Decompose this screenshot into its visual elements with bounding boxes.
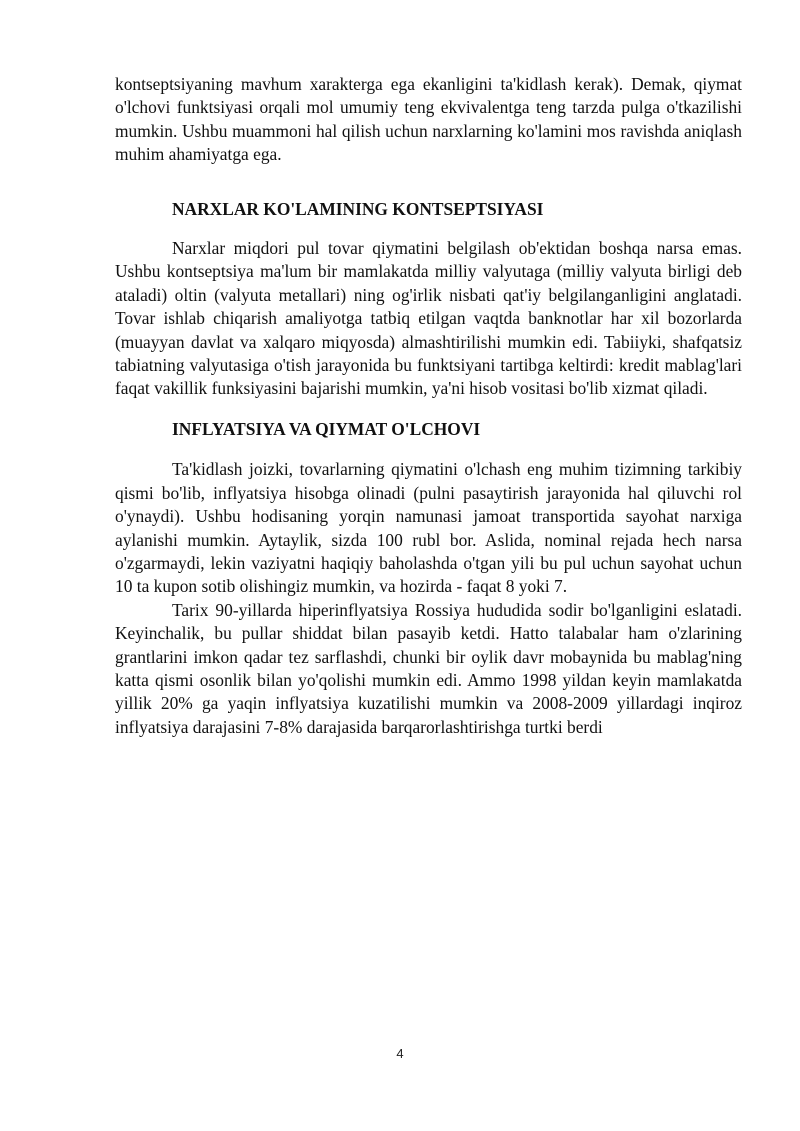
page-number: 4 — [396, 1046, 404, 1061]
section-heading-inflation: INFLYATSIYA VA QIYMAT O'LCHOVI — [172, 418, 481, 439]
body-paragraph: Tarix 90-yillarda hiperinflyatsiya Rossiya hududida sodir bo'lganligini eslatadi. Keyinchalik, bu pullar shiddat bilan pasayib ketdi. Hatto talabalar ham o'zlarining grantlarini imkon qadar tez sarflashdi, chunki bir oylik davr mobaynida bu mablag'ning katta qismi osonlik bilan yo'qolishi mumkin edi. Ammo 1998 yildan keyin mamlakatda yillik 20% ga yaqin inflyatsiya kuzatilishi mumkin va 2008-2009 yillardagi inqiroz inflyatsiya darajasini 7-8% darajasida barqarorlashtirishga turtki berdi — [115, 599, 742, 737]
section-heading-price-scale: NARXLAR KO'LAMINING KONTSEPTSIYASI — [172, 198, 544, 219]
body-paragraph: Ta'kidlash joizki, tovarlarning qiymatini o'lchash eng muhim tizimning tarkibiy qismi bo'lib, inflyatsiya hisobga olinadi (pulni pasaytirish jarayonida hal qiluvchi rol o'ynaydi). Ushbu hodisaning yorqin namunasi jamoat transportida sayohat narxiga aylanishi mumkin. Aytaylik, sizda 100 rubl bor. Aslida, nominal rejada hech narsa o'zgarmaydi, lekin vaziyatni haqiqiy baholashda o'tgan yili bu pul uchun sayohat uchun 10 ta kupon sotib olishingiz mumkin, va hozirda - faqat 8 yoki 7. — [115, 459, 742, 597]
page-content — [115, 73, 742, 739]
intro-paragraph: kontseptsiyaning mavhum xarakterga ega ekanligini ta'kidlash kerak). Demak, qiymat o'lchovi funktsiyasi orqali mol umumiy teng ekvivalentga teng tarzda pulga o'tkazilishi mumkin. Ushbu muammoni hal qilish uchun narxlarning ko'lamini mos ravishda aniqlash muhim ahamiyatga ega. — [115, 74, 742, 165]
body-paragraph: Narxlar miqdori pul tovar qiymatini belgilash ob'ektidan boshqa narsa emas. Ushbu kontseptsiya ma'lum bir mamlakatda milliy valyutaga (milliy valyuta birligi deb ataladi) oltin (valyuta metallari) ning og'irlik nisbati qat'iy belgilanganligini anglatadi. Tovar ishlab chiqarish amaliyotga tatbiq etilgan vaqtda banknotlar har xil bozorlarda (muayyan davlat va xalqaro miqyosda) almashtirilishi mumkin edi. Tabiiyki, shafqatsiz tabiatning valyutasiga o'tish jarayonida bu funktsiyani tartibga keltirdi: kredit mablag'lari faqat vakillik funksiyasini bajarishi mumkin, ya'ni hisob vositasi bo'lib xizmat qiladi. — [115, 238, 742, 399]
